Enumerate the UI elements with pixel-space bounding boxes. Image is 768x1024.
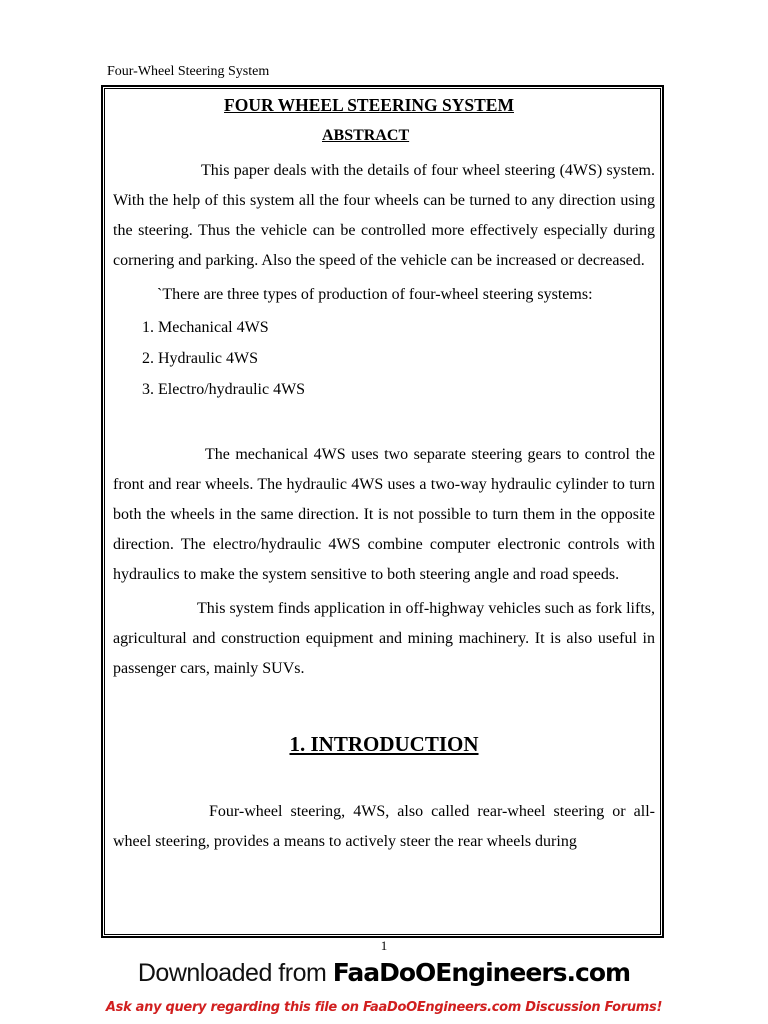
forum-promo-text: Ask any query regarding this file on FaaDoOEngineers.com Discussion Forums! [105, 1000, 663, 1015]
introduction-paragraph: Four-wheel steering, 4WS, also called rear-wheel steering or all-wheel steering, provides a means to actively steer the rear wheels during [113, 803, 655, 850]
application-paragraph: This system finds application in off-highway vehicles such as fork lifts, agricultural and construction equipment and mining machinery. It is also useful in passenger cars, mainly SUVs. [113, 600, 655, 677]
download-banner[interactable] [0, 958, 768, 988]
site-brand-link[interactable]: FaaDoOEngineers.com [332, 958, 631, 987]
section-heading-introduction: 1. INTRODUCTION [289, 732, 479, 756]
abstract-heading: ABSTRACT [322, 127, 410, 144]
types-intro-paragraph: `There are three types of production of four-wheel steering systems: [157, 286, 593, 303]
list-item: 3. Electro/hydraulic 4WS [158, 374, 655, 405]
document-title: FOUR WHEEL STEERING SYSTEM [224, 95, 514, 115]
list-item: 2. Hydraulic 4WS [158, 343, 655, 374]
mechanism-paragraph: The mechanical 4WS uses two separate steering gears to control the front and rear wheels. The hydraulic 4WS uses a two-way hydraulic cylinder to turn both the wheels in the same direction. It is not possible to turn them in the opposite direction. The electro/hydraulic 4WS combine computer electronic controls with hydraulics to make the system sensitive to both steering angle and road speeds. [113, 446, 655, 583]
abstract-paragraph: This paper deals with the details of four wheel steering (4WS) system. With the help of this system all the four wheels can be turned to any direction using the steering. Thus the vehicle can be controlled more effectively especially during cornering and parking. Also the speed of the vehicle can be increased or decreased. [113, 162, 655, 269]
types-list [113, 312, 655, 405]
document-body [113, 92, 655, 857]
download-prefix: Downloaded from [137, 959, 333, 987]
list-item: 1. Mechanical 4WS [158, 312, 655, 343]
running-header: Four-Wheel Steering System [107, 64, 270, 79]
page-number: 1 [380, 938, 388, 953]
